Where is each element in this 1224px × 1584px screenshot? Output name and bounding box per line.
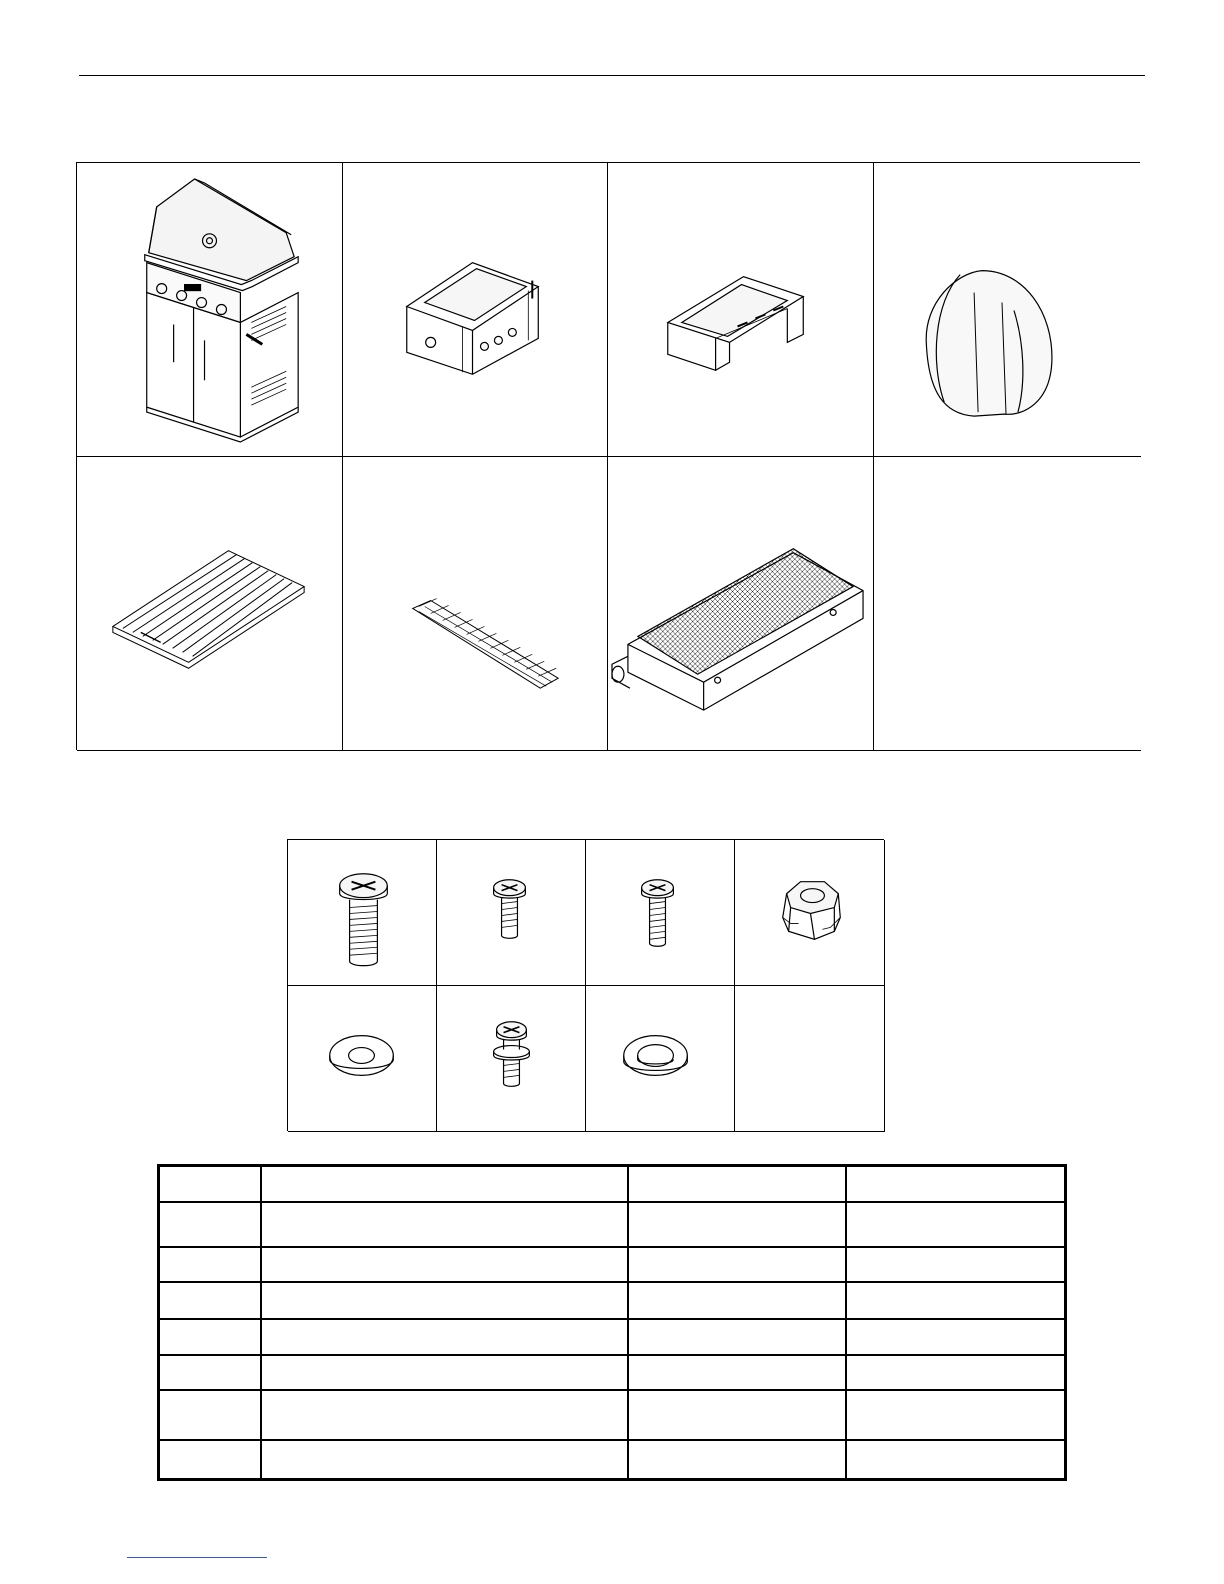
table-cell (159, 1247, 261, 1282)
hw-cell-lock-washer (586, 986, 735, 1132)
parts-table (157, 1164, 1067, 1481)
table-cell (846, 1202, 1065, 1247)
side-burner-icon (608, 163, 873, 456)
table-cell (261, 1319, 628, 1355)
table-cell (628, 1282, 847, 1319)
parts-cell-grill-cover (874, 163, 1141, 457)
hw-cell-large-screw (288, 840, 437, 986)
table-row (159, 1440, 1066, 1480)
table-cell (846, 1166, 1065, 1202)
table-row (159, 1390, 1066, 1440)
hw-cell-medium-screw (586, 840, 735, 986)
hw-cell-small-screw (437, 840, 586, 986)
hw-cell-screw-washer (437, 986, 586, 1132)
grill-cart-icon (77, 163, 342, 456)
grill-head-icon (343, 163, 607, 456)
hw-cell-flat-washer (288, 986, 437, 1132)
table-cell (261, 1390, 628, 1440)
table-cell (628, 1355, 847, 1390)
parts-cell-infrared-burner (608, 457, 874, 751)
table-cell (159, 1202, 261, 1247)
lock-washer-icon (586, 986, 734, 1131)
table-cell (846, 1440, 1065, 1480)
infrared-burner-icon (608, 457, 873, 750)
parts-cell-side-burner (608, 163, 874, 457)
table-row (159, 1202, 1066, 1247)
table-cell (628, 1202, 847, 1247)
grill-cover-icon (874, 163, 1141, 456)
parts-cell-grill (77, 163, 343, 457)
table-cell (261, 1247, 628, 1282)
parts-cell-empty (874, 457, 1141, 751)
table-cell (159, 1166, 261, 1202)
table-cell (846, 1319, 1065, 1355)
footer-link-underline[interactable] (127, 1557, 267, 1558)
top-rule (79, 75, 1145, 76)
table-cell (846, 1282, 1065, 1319)
table-cell (261, 1202, 628, 1247)
table-row (159, 1355, 1066, 1390)
table-row (159, 1166, 1066, 1202)
table-cell (261, 1355, 628, 1390)
hardware-grid (287, 839, 884, 1131)
flat-washer-icon (288, 986, 436, 1131)
table-cell (159, 1319, 261, 1355)
table-cell (261, 1440, 628, 1480)
hw-cell-hex-nut (735, 840, 885, 986)
table-cell (628, 1440, 847, 1480)
table-row (159, 1319, 1066, 1355)
table-cell (846, 1355, 1065, 1390)
small-screw-icon (437, 840, 585, 985)
table-cell (628, 1166, 847, 1202)
table-cell (628, 1247, 847, 1282)
cooking-grate-icon (77, 457, 342, 750)
hw-cell-empty (735, 986, 885, 1132)
parts-cell-grill-head (343, 163, 608, 457)
table-cell (159, 1282, 261, 1319)
table-cell (261, 1166, 628, 1202)
table-cell (628, 1390, 847, 1440)
table-cell (628, 1319, 847, 1355)
table-row (159, 1247, 1066, 1282)
table-cell (261, 1282, 628, 1319)
table-cell (159, 1355, 261, 1390)
large-screw-icon (288, 840, 436, 985)
table-cell (159, 1440, 261, 1480)
table-cell (846, 1247, 1065, 1282)
parts-grid (76, 162, 1140, 750)
hex-nut-icon (735, 840, 884, 985)
table-cell (846, 1390, 1065, 1440)
screw-with-washer-icon (437, 986, 585, 1131)
warming-rack-icon (343, 457, 607, 750)
table-cell (159, 1390, 261, 1440)
parts-cell-warming-rack (343, 457, 608, 751)
medium-screw-icon (586, 840, 734, 985)
table-row (159, 1282, 1066, 1319)
parts-cell-cooking-grate (77, 457, 343, 751)
